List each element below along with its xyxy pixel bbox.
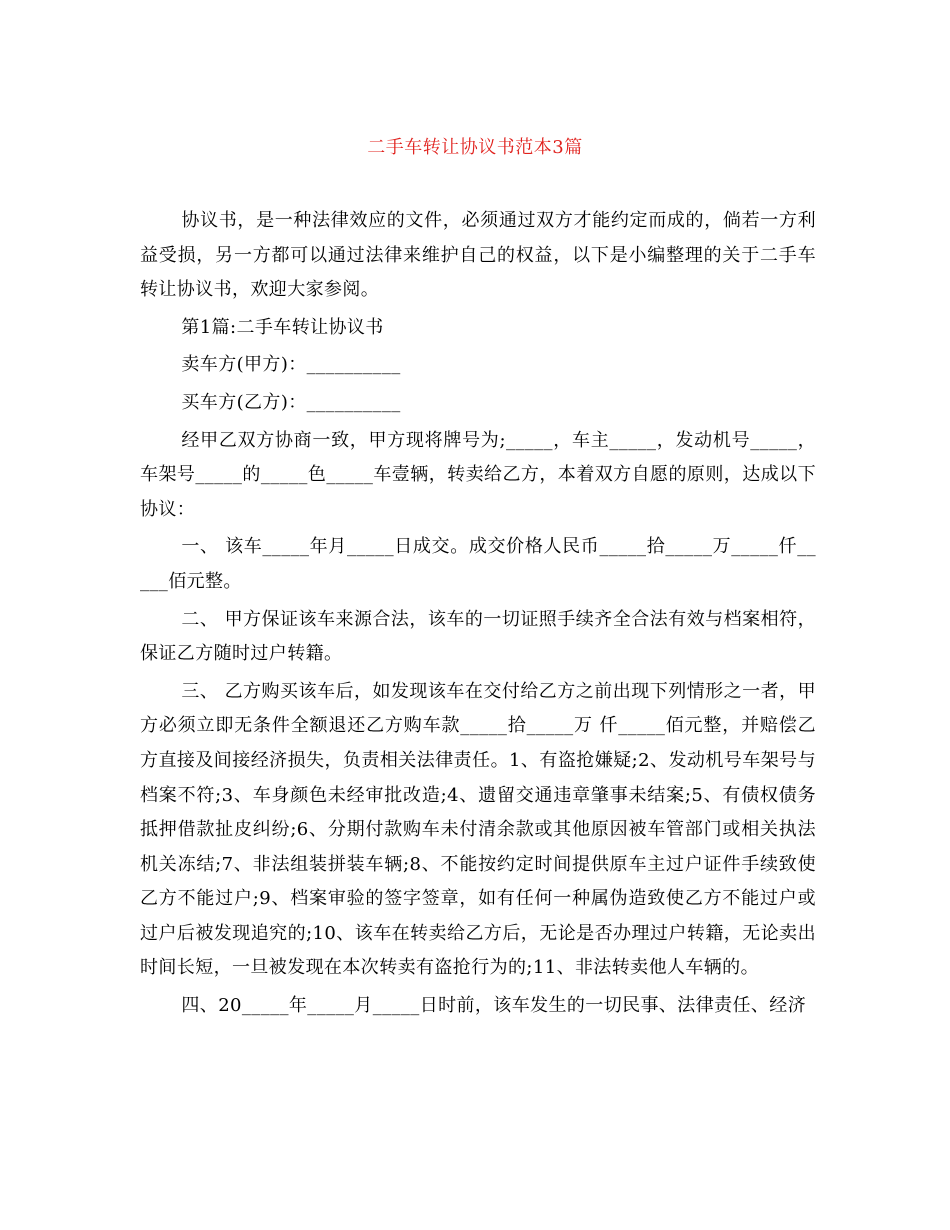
document-body <box>140 204 816 1024</box>
clause-4: 四、20_____年_____月_____日时前，该车发生的一切民事、法律责任、经济 <box>181 995 807 1017</box>
section-heading: 第1篇:二手车转让协议书 <box>181 316 384 338</box>
buyer-line: 买车方(乙方)：__________ <box>181 391 401 413</box>
document-title: 二手车转让协议书范本3篇 <box>367 137 583 158</box>
intro-paragraph: 协议书，是一种法律效应的文件，必须通过双方才能约定而成的，倘若一方利益受损，另一方都可以通过法律来维护自己的权益，以下是小编整理的关于二手车转让协议书，欢迎大家参阅。 <box>140 210 816 301</box>
agreement-paragraph: 经甲乙双方协商一致，甲方现将牌号为;_____，车主_____，发动机号_____，车架号_____的_____色_____车壹辆，转卖给乙方，本着双方自愿的原则，达成以下协议： <box>140 429 816 520</box>
clause-3: 三、 乙方购买该车后，如发现该车在交付给乙方之前出现下列情形之一者，甲方必须立即无条件全额退还乙方购车款_____拾_____万 仟_____佰元整，并赔偿乙方直接及间接经济损失，负责相关法律责任。1、有盗抢嫌疑;2、发动机号车架号与档案不符;3、车身颜色未经审批改造;4、遗留交通违章肇事未结案;5、有债权债务抵押借款扯皮纠纷;6、分期付款购车未付清余款或其他原因被车管部门或相关执法机关冻结;7、非法组装拼装车辆;8、不能按约定时间提供原车主过户证件手续致使乙方不能过户;9、档案审验的签字签章，如有任何一种属伪造致使乙方不能过户或过户后被发现追究的;10、该车在转卖给乙方后，无论是否办理过户转籍，无论卖出时间长短，一旦被发现在本次转卖有盗抢行为的;11、非法转卖他人车辆的。 <box>140 680 816 979</box>
clause-1: 一、 该车_____年月_____日成交。成交价格人民币_____拾_____万_____仟_____佰元整。 <box>140 536 816 592</box>
seller-line: 卖车方(甲方)：__________ <box>181 354 401 376</box>
clause-2: 二、 甲方保证该车来源合法，该车的一切证照手续齐全合法有效与档案相符，保证乙方随时过户转籍。 <box>140 608 816 665</box>
